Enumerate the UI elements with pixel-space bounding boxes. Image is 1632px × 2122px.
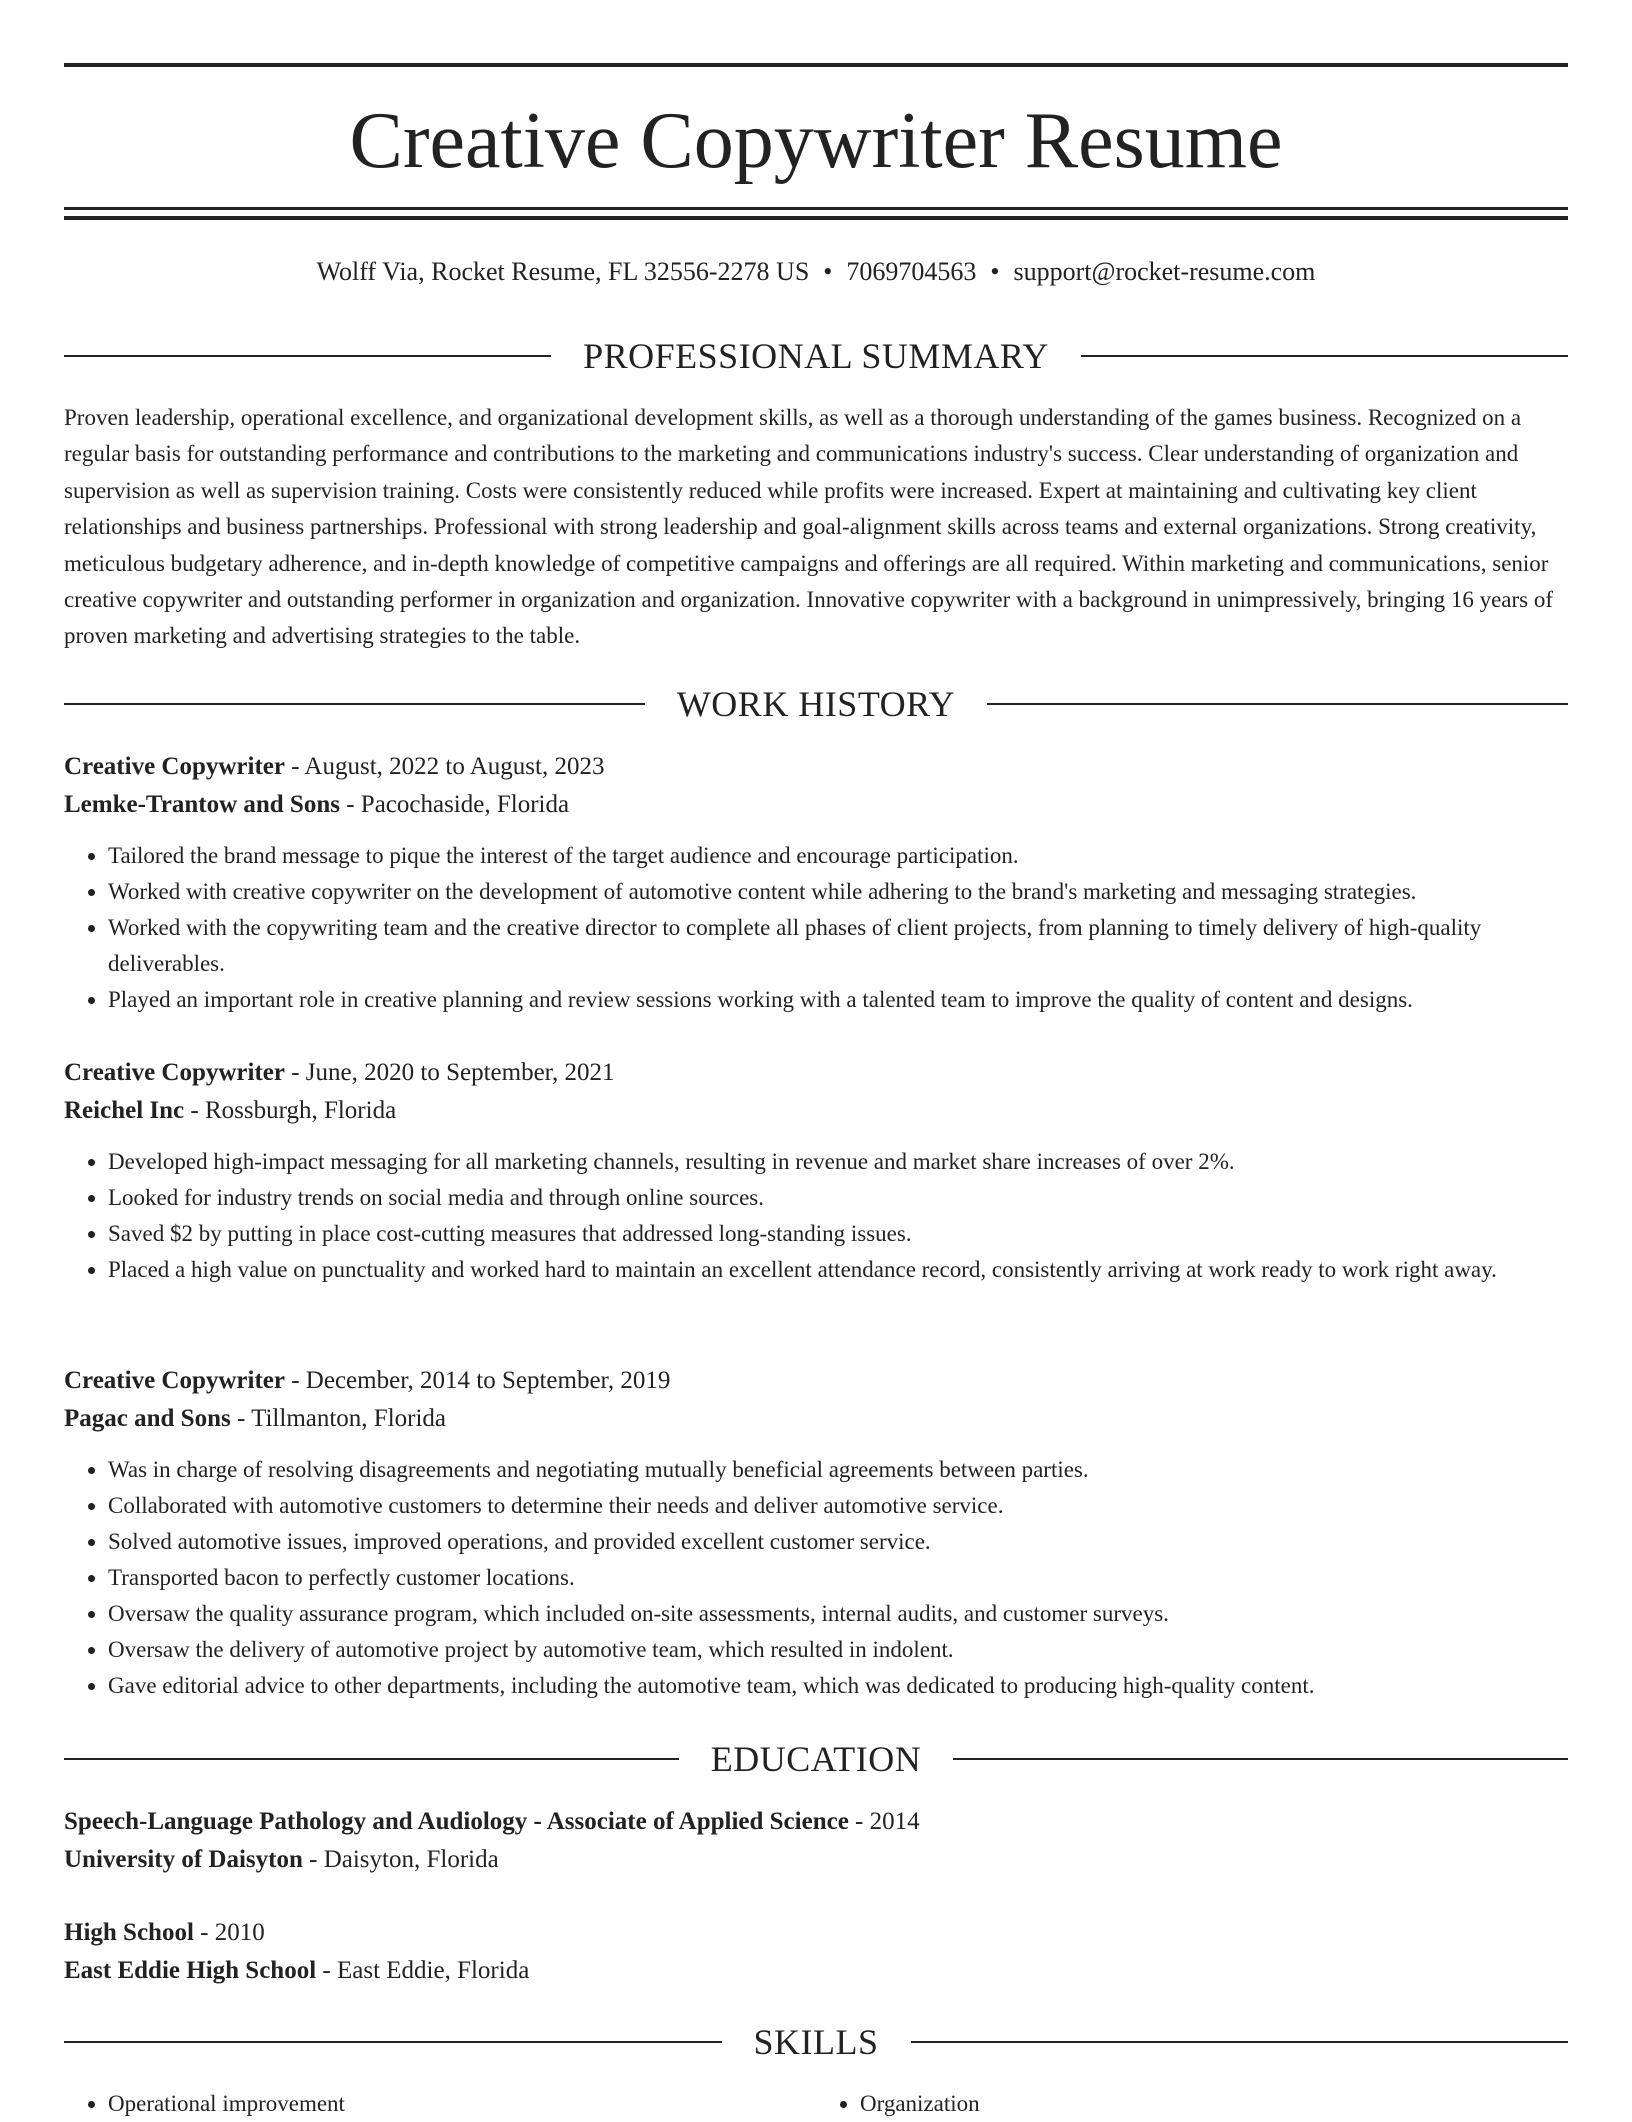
job-entry (64, 1054, 1568, 1288)
list-item: • Tailored the brand message to pique the interest of the target audience and encourage participation. (108, 838, 1568, 874)
education-degree: Speech-Language Pathology and Audiology - Associate of Applied Science (64, 1808, 849, 1835)
contact-separator: • (990, 257, 1000, 286)
list-item: • Was in charge of resolving disagreements and negotiating mutually beneficial agreements between parties. (108, 1452, 1568, 1488)
education-year: - 2014 (848, 1808, 920, 1835)
list-item: • Developed high-impact messaging for all marketing channels, resulting in revenue and market share increases of over 2%. (108, 1144, 1568, 1180)
job-company: Lemke-Trantow and Sons (64, 791, 340, 818)
resume-title: Creative Copywriter Resume (349, 97, 1283, 185)
heading-line (1081, 355, 1568, 357)
job-company-line (64, 786, 1568, 824)
heading-line (953, 1758, 1568, 1760)
education-degree-line (64, 1803, 1568, 1841)
job-company-line (64, 1400, 1568, 1438)
skill-item: • Operational improvement (108, 2086, 816, 2122)
job-dates: - August, 2022 to August, 2023 (284, 753, 605, 780)
education-school-line (64, 1952, 1568, 1990)
job-title-line (64, 748, 1568, 786)
top-rule (64, 63, 1568, 67)
list-item: • Looked for industry trends on social media and through online sources. (108, 1180, 1568, 1216)
education-degree: High School (64, 1919, 194, 1946)
heading-line (987, 703, 1568, 705)
skills-column-right (816, 2086, 1568, 2122)
education-degree-line (64, 1914, 1568, 1952)
job-location: - Rossburgh, Florida (184, 1097, 397, 1124)
contact-email[interactable]: support@rocket-resume.com (1013, 257, 1316, 286)
job-company: Pagac and Sons (64, 1405, 231, 1432)
list-item: • Oversaw the quality assurance program, which included on-site assessments, internal audits, and customer surveys. (108, 1596, 1568, 1632)
summary-heading (64, 331, 1568, 381)
work-history-heading (64, 679, 1568, 729)
job-title: Creative Copywriter (64, 1059, 285, 1086)
job-title: Creative Copywriter (64, 1367, 285, 1394)
heading-line (64, 355, 551, 357)
section-title: SKILLS (753, 2022, 879, 2062)
list-item: • Transported bacon to perfectly customer locations. (108, 1560, 1568, 1596)
list-item: • Saved $2 by putting in place cost-cutting measures that addressed long-standing issues. (108, 1216, 1568, 1252)
list-item: • Worked with creative copywriter on the development of automotive content while adhering to the brand's marketing and messaging strategies. (108, 874, 1568, 910)
contact-phone: 7069704563 (846, 257, 977, 286)
skills-heading (64, 2017, 1568, 2067)
job-bullets (64, 1144, 1568, 1288)
title-rule-upper (64, 207, 1568, 210)
list-item: • Placed a high value on punctuality and worked hard to maintain an excellent attendance record, consistently arriving at work ready to work right away. (108, 1252, 1568, 1288)
title-rule-lower (64, 216, 1568, 220)
job-dates: - June, 2020 to September, 2021 (284, 1059, 615, 1086)
education-school-line (64, 1841, 1568, 1879)
education-school: East Eddie High School (64, 1957, 317, 1984)
skills-column-left (64, 2086, 816, 2122)
job-entry (64, 748, 1568, 1018)
job-dates: - December, 2014 to September, 2019 (284, 1367, 671, 1394)
list-item: • Played an important role in creative planning and review sessions working with a talented team to improve the quality of content and designs. (108, 982, 1568, 1018)
education-location: - East Eddie, Florida (316, 1957, 530, 1984)
section-title: PROFESSIONAL SUMMARY (583, 336, 1049, 376)
list-item: • Worked with the copywriting team and the creative director to complete all phases of client projects, from planning to timely delivery of high-quality deliverables. (108, 910, 1568, 982)
heading-line (64, 1758, 679, 1760)
job-entry (64, 1362, 1568, 1704)
education-location: - Daisyton, Florida (302, 1846, 499, 1873)
summary-text: Proven leadership, operational excellence, and organizational development skills, as well as a thorough understanding of the games business. Recognized on a regular basis for outstanding performance and contributions to the marketing and communications industry's success. Clear understanding of organization and supervision as well as supervision training. Costs were consistently reduced while profits were increased. Expert at maintaining and cultivating key client relationships and business partnerships. Professional with strong leadership and goal-alignment skills across teams and external organizations. Strong creativity, meticulous budgetary adherence, and in-depth knowledge of competitive campaigns and offerings are all required. Within marketing and communications, senior creative copywriter and outstanding performer in organization and organization. Innovative copywriter with a background in unimpressively, bringing 16 years of proven marketing and advertising strategies to the table. (64, 405, 1554, 649)
heading-line (64, 2041, 722, 2043)
list-item: • Gave editorial advice to other departments, including the automotive team, which was dedicated to producing high-quality content. (108, 1668, 1568, 1704)
job-bullets (64, 1452, 1568, 1704)
contact-separator: • (823, 257, 833, 286)
education-year: - 2010 (193, 1919, 265, 1946)
list-item: • Collaborated with automotive customers to determine their needs and deliver automotive service. (108, 1488, 1568, 1524)
list-item: • Solved automotive issues, improved operations, and provided excellent customer service. (108, 1524, 1568, 1560)
education-entry (64, 1914, 1568, 1990)
job-company-line (64, 1092, 1568, 1130)
job-location: - Pacochaside, Florida (339, 791, 570, 818)
section-title: EDUCATION (710, 1739, 922, 1779)
job-title-line (64, 1362, 1568, 1400)
contact-line (64, 252, 1568, 292)
skill-item: • Organization (860, 2086, 1568, 2122)
education-school: University of Daisyton (64, 1846, 303, 1873)
job-title: Creative Copywriter (64, 753, 285, 780)
section-title: WORK HISTORY (676, 684, 956, 724)
education-heading (64, 1734, 1568, 1784)
list-item: • Oversaw the delivery of automotive project by automotive team, which resulted in indolent. (108, 1632, 1568, 1668)
job-bullets (64, 838, 1568, 1018)
contact-address: Wolff Via, Rocket Resume, FL 32556-2278 US (316, 257, 810, 286)
heading-line (64, 703, 645, 705)
job-title-line (64, 1054, 1568, 1092)
job-company: Reichel Inc (64, 1097, 185, 1124)
education-entry (64, 1803, 1568, 1879)
heading-line (911, 2041, 1569, 2043)
skills-list (64, 2086, 1568, 2122)
job-location: - Tillmanton, Florida (230, 1405, 447, 1432)
